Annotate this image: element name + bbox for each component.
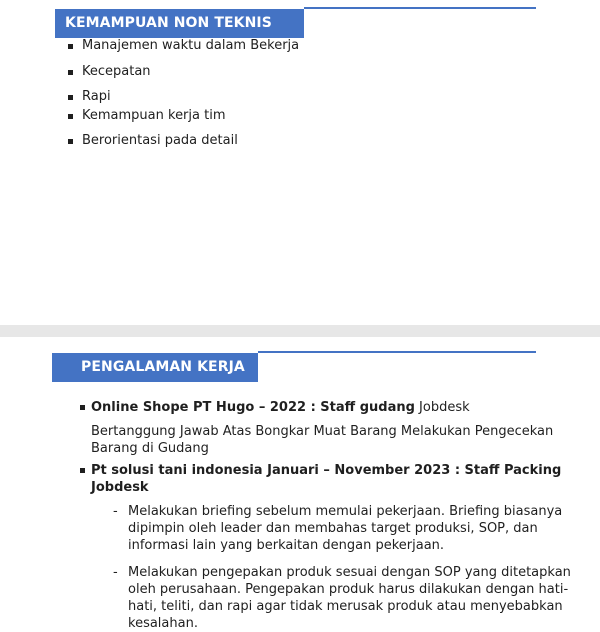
duty-text: Melakukan pengepakan produk sesuai dengan SOP yang ditetapkan oleh perusahaan. Pengepakan produk harus dilakukan dengan hati-hati, teliti, dan rapi agar tidak merusak produk atau menyebabkan kesalahan.	[128, 565, 571, 631]
experience-list	[80, 399, 590, 632]
job-duty	[80, 564, 590, 632]
page-separator	[0, 325, 600, 337]
job-entry	[80, 462, 590, 496]
job-suffix: Jobdesk	[414, 400, 470, 415]
list-item: Manajemen waktu dalam Bekerja	[68, 38, 299, 54]
skills-list	[68, 38, 299, 149]
section-title: KEMAMPUAN NON TEKNIS	[65, 15, 272, 31]
job-description: Bertanggung Jawab Atas Bongkar Muat Barang Melakukan Pengecekan Barang di Gudang	[91, 424, 554, 456]
dash-bullet: -	[113, 504, 118, 519]
header-rule	[258, 351, 536, 353]
section-title: PENGALAMAN KERJA	[81, 359, 245, 375]
duty-text: Melakukan briefing sebelum memulai pekerjaan. Briefing biasanya dipimpin oleh leader dan membahas target produksi, SOP, dan informasi lain yang berkaitan dengan pekerjaan.	[128, 504, 563, 553]
job-duty	[80, 503, 590, 554]
job-entry	[80, 399, 590, 416]
job-title: Pt solusi tani indonesia Januari – November 2023 : Staff Packing Jobdesk	[91, 463, 562, 495]
list-item: Kemampuan kerja tim	[68, 108, 299, 124]
job-title: Online Shope PT Hugo – 2022 : Staff gudang	[91, 400, 415, 415]
header-rule	[304, 7, 536, 9]
section-header-non-technical	[55, 9, 304, 38]
dash-bullet: -	[113, 565, 118, 580]
list-item: Kecepatan	[68, 64, 299, 80]
list-item: Berorientasi pada detail	[68, 133, 299, 149]
list-item: Rapi	[68, 89, 299, 105]
section-header-experience	[52, 353, 258, 382]
